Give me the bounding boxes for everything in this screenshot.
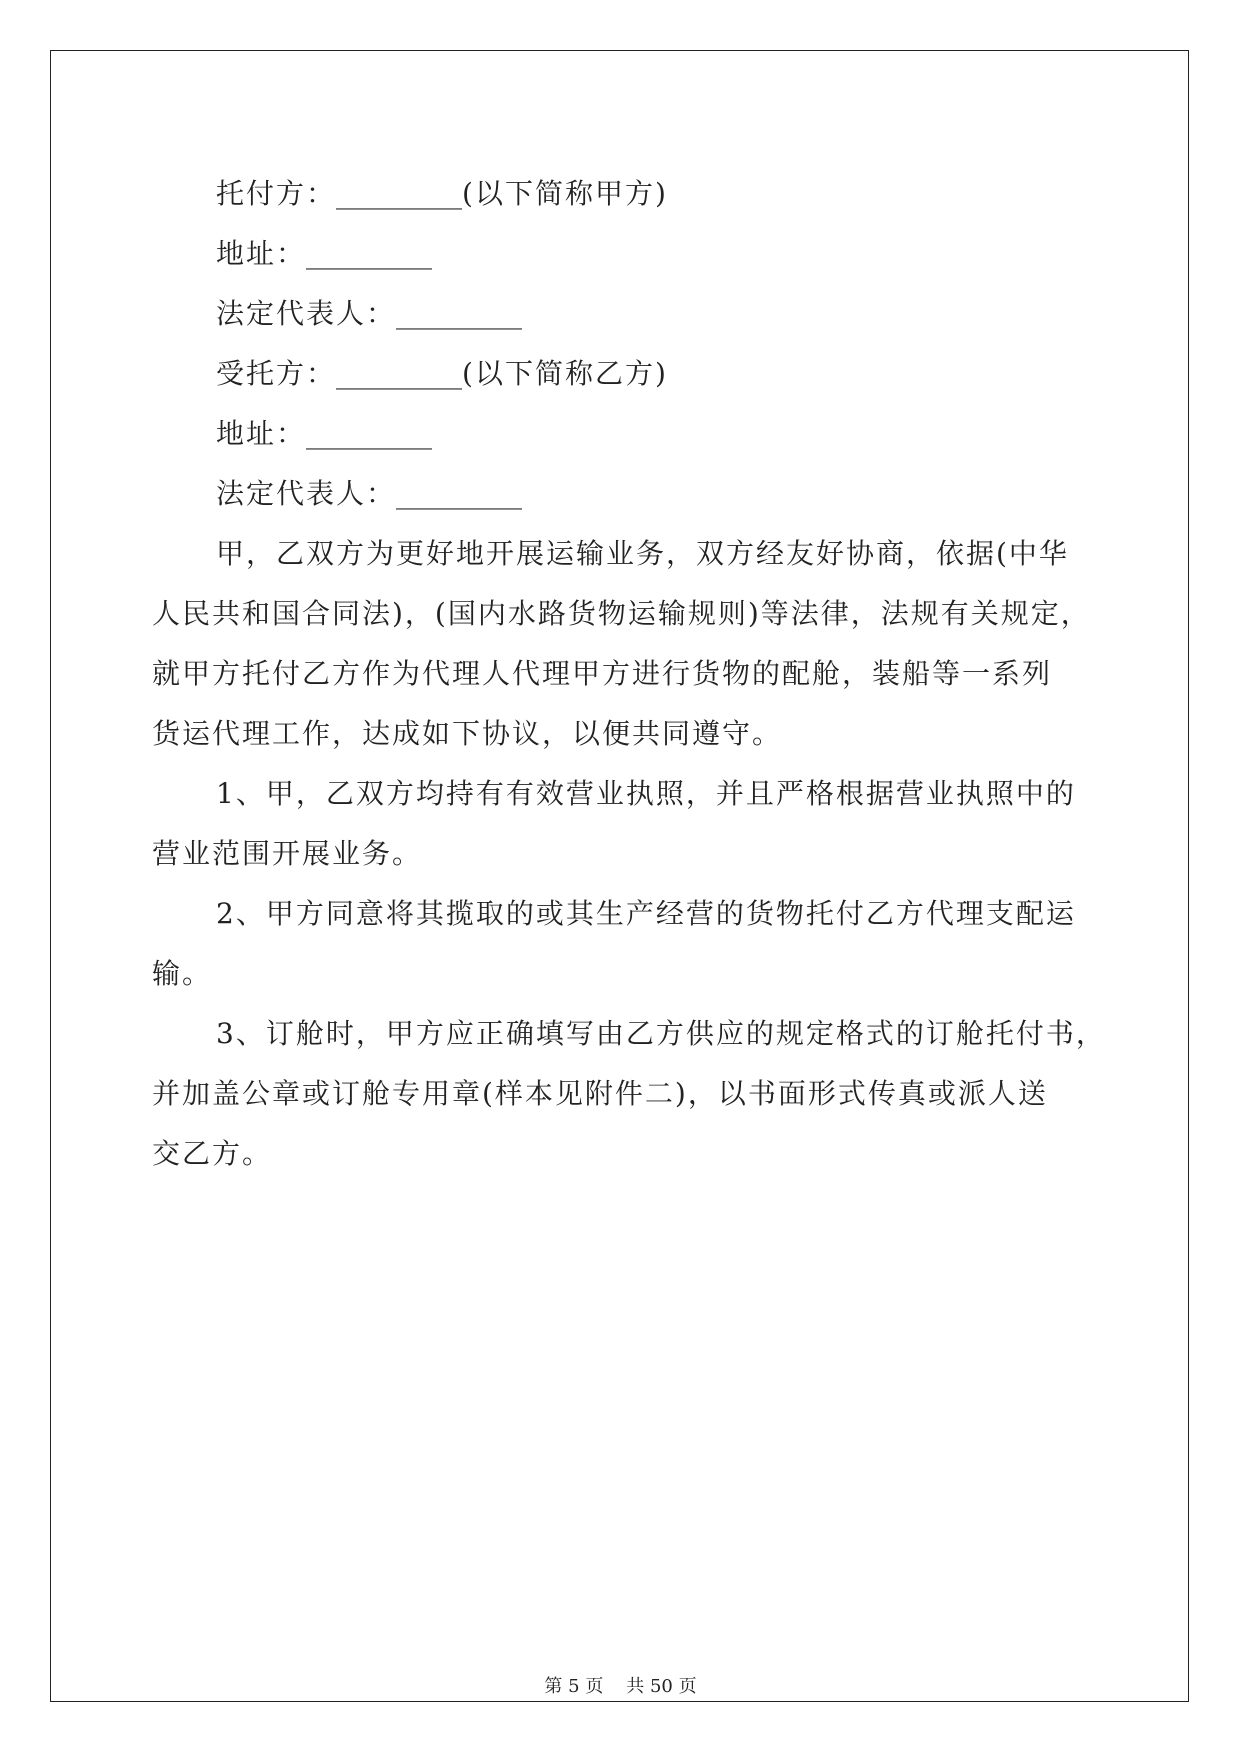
field-blank: _________	[396, 477, 523, 510]
field-label: 地址：	[216, 237, 307, 270]
field-blank: _________	[306, 237, 433, 270]
paragraph-line: 就甲方托付乙方作为代理人代理甲方进行货物的配舱，装船等一系列	[152, 657, 1053, 690]
field-consignor-representative	[216, 292, 522, 332]
paragraph-line: 输。	[152, 957, 213, 990]
paragraph-line: 货运代理工作，达成如下协议，以便共同遵守。	[152, 717, 783, 750]
paragraph-line: 并加盖公章或订舱专用章(样本见附件二)，以书面形式传真或派人送	[152, 1077, 1048, 1110]
paragraph-line: 营业范围开展业务。	[152, 837, 423, 870]
paragraph-line: 甲，乙双方为更好地开展运输业务，双方经友好协商，依据(中华	[216, 537, 1069, 570]
field-label: 托付方：	[216, 177, 337, 210]
page-footer	[0, 1672, 1241, 1698]
field-blank: _________	[336, 357, 463, 390]
page-number: 第 5 页	[544, 1676, 604, 1697]
paragraph-line: 2、甲方同意将其揽取的或其生产经营的货物托付乙方代理支配运	[216, 897, 1076, 930]
page-total: 共 50 页	[626, 1676, 697, 1697]
field-consignor	[216, 172, 668, 212]
field-label: 地址：	[216, 417, 307, 450]
field-label: 法定代表人：	[216, 477, 397, 510]
field-consignee-address	[216, 412, 432, 452]
field-blank: _________	[306, 417, 433, 450]
field-suffix: (以下简称乙方)	[462, 357, 668, 390]
field-label: 法定代表人：	[216, 297, 397, 330]
field-suffix: (以下简称甲方)	[462, 177, 668, 210]
field-consignor-address	[216, 232, 432, 272]
field-consignee-representative	[216, 472, 522, 512]
field-blank: _________	[396, 297, 523, 330]
field-label: 受托方：	[216, 357, 337, 390]
paragraph-line: 交乙方。	[152, 1137, 273, 1170]
field-consignee	[216, 352, 668, 392]
paragraph-line: 人民共和国合同法)，(国内水路货物运输规则)等法律，法规有关规定，	[152, 597, 1091, 630]
paragraph-line: 1、甲，乙双方均持有有效营业执照，并且严格根据营业执照中的	[216, 777, 1076, 810]
field-blank: _________	[336, 177, 463, 210]
paragraph-line: 3、订舱时，甲方应正确填写由乙方供应的规定格式的订舱托付书，	[216, 1017, 1106, 1050]
